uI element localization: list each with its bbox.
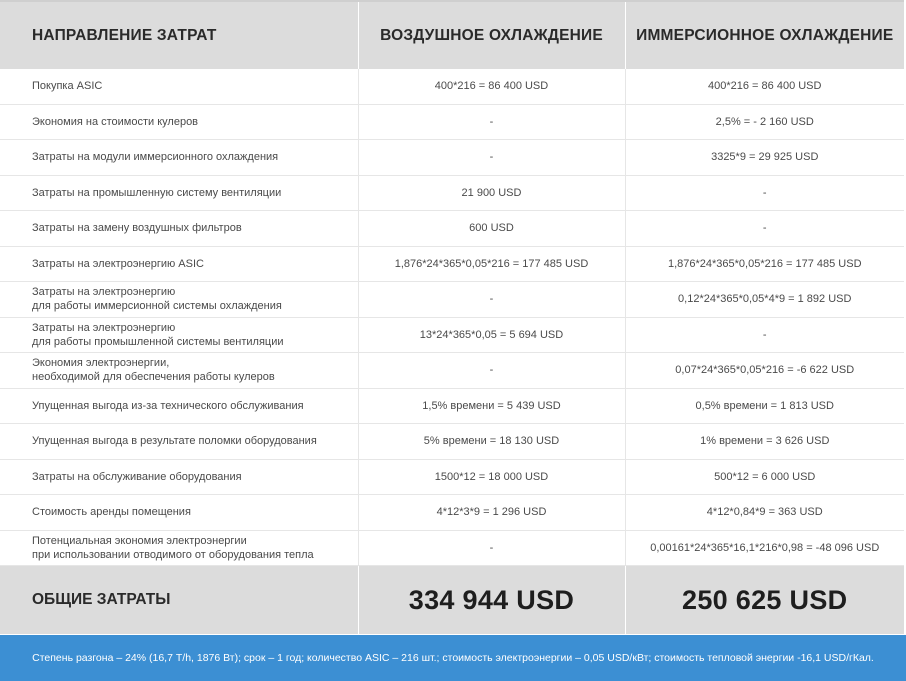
row-label: Затраты на электроэнергию для работы иммерсионной системы охлаждения [0, 282, 358, 318]
row-air-value: - [358, 530, 625, 566]
table-row [0, 388, 904, 424]
table-row [0, 175, 904, 211]
row-label: Затраты на промышленную систему вентиляции [0, 175, 358, 211]
table-row [0, 424, 904, 460]
table-row [0, 495, 904, 531]
header-air-cooling: ВОЗДУШНОЕ ОХЛАЖДЕНИЕ [358, 1, 625, 69]
row-immersion-value: 0,5% времени = 1 813 USD [625, 388, 904, 424]
row-air-value: - [358, 282, 625, 318]
row-immersion-value: 3325*9 = 29 925 USD [625, 140, 904, 176]
row-label: Упущенная выгода в результате поломки оборудования [0, 424, 358, 460]
row-air-value: 600 USD [358, 211, 625, 247]
row-immersion-value: 400*216 = 86 400 USD [625, 69, 904, 104]
row-air-value: 1,876*24*365*0,05*216 = 177 485 USD [358, 246, 625, 282]
row-air-value: 1,5% времени = 5 439 USD [358, 388, 625, 424]
row-immersion-value: 0,12*24*365*0,05*4*9 = 1 892 USD [625, 282, 904, 318]
table-row [0, 317, 904, 353]
row-air-value: - [358, 140, 625, 176]
table-row [0, 353, 904, 389]
table-row [0, 459, 904, 495]
totals-row [0, 566, 904, 635]
row-immersion-value: 4*12*0,84*9 = 363 USD [625, 495, 904, 531]
row-immersion-value: 0,07*24*365*0,05*216 = -6 622 USD [625, 353, 904, 389]
row-air-value: 1500*12 = 18 000 USD [358, 459, 625, 495]
table-row [0, 282, 904, 318]
row-label: Покупка ASIC [0, 69, 358, 104]
row-immersion-value: 0,00161*24*365*16,1*216*0,98 = -48 096 USD [625, 530, 904, 566]
row-air-value: 400*216 = 86 400 USD [358, 69, 625, 104]
row-label: Упущенная выгода из-за технического обслуживания [0, 388, 358, 424]
row-label: Потенциальная экономия электроэнергии при использовании отводимого от оборудования тепла [0, 530, 358, 566]
row-immersion-value: 1% времени = 3 626 USD [625, 424, 904, 460]
totals-label: ОБЩИЕ ЗАТРАТЫ [0, 566, 358, 635]
row-label: Затраты на замену воздушных фильтров [0, 211, 358, 247]
row-immersion-value: 2,5% = - 2 160 USD [625, 104, 904, 140]
row-immersion-value: 1,876*24*365*0,05*216 = 177 485 USD [625, 246, 904, 282]
row-label: Затраты на электроэнергию для работы промышленной системы вентиляции [0, 317, 358, 353]
table-row [0, 246, 904, 282]
table-header-row [0, 1, 904, 69]
header-cost-direction: НАПРАВЛЕНИЕ ЗАТРАТ [0, 1, 358, 69]
row-immersion-value: - [625, 211, 904, 247]
header-immersion-cooling: ИММЕРСИОННОЕ ОХЛАЖДЕНИЕ [625, 1, 904, 69]
row-label: Экономия на стоимости кулеров [0, 104, 358, 140]
row-air-value: 4*12*3*9 = 1 296 USD [358, 495, 625, 531]
total-immersion-cooling: 250 625 USD [625, 566, 904, 635]
total-air-cooling: 334 944 USD [358, 566, 625, 635]
assumptions-footnote: Степень разгона – 24% (16,7 Т/h, 1876 Вт); срок – 1 год; количество ASIC – 216 шт.; стоимость электроэнергии – 0,05 USD/кВт; стоимость тепловой энергии -16,1 USD/гКал. [0, 635, 906, 681]
row-air-value: 13*24*365*0,05 = 5 694 USD [358, 317, 625, 353]
row-label: Затраты на обслуживание оборудования [0, 459, 358, 495]
row-label: Затраты на модули иммерсионного охлаждения [0, 140, 358, 176]
table-row [0, 530, 904, 566]
row-label: Затраты на электроэнергию ASIC [0, 246, 358, 282]
row-label: Стоимость аренды помещения [0, 495, 358, 531]
row-immersion-value: - [625, 175, 904, 211]
row-immersion-value: 500*12 = 6 000 USD [625, 459, 904, 495]
table-row [0, 140, 904, 176]
row-air-value: - [358, 104, 625, 140]
row-immersion-value: - [625, 317, 904, 353]
table-row [0, 211, 904, 247]
row-air-value: 5% времени = 18 130 USD [358, 424, 625, 460]
row-air-value: 21 900 USD [358, 175, 625, 211]
row-label: Экономия электроэнергии, необходимой для обеспечения работы кулеров [0, 353, 358, 389]
table-row [0, 104, 904, 140]
table-row [0, 69, 904, 104]
row-air-value: - [358, 353, 625, 389]
table-body [0, 69, 904, 566]
